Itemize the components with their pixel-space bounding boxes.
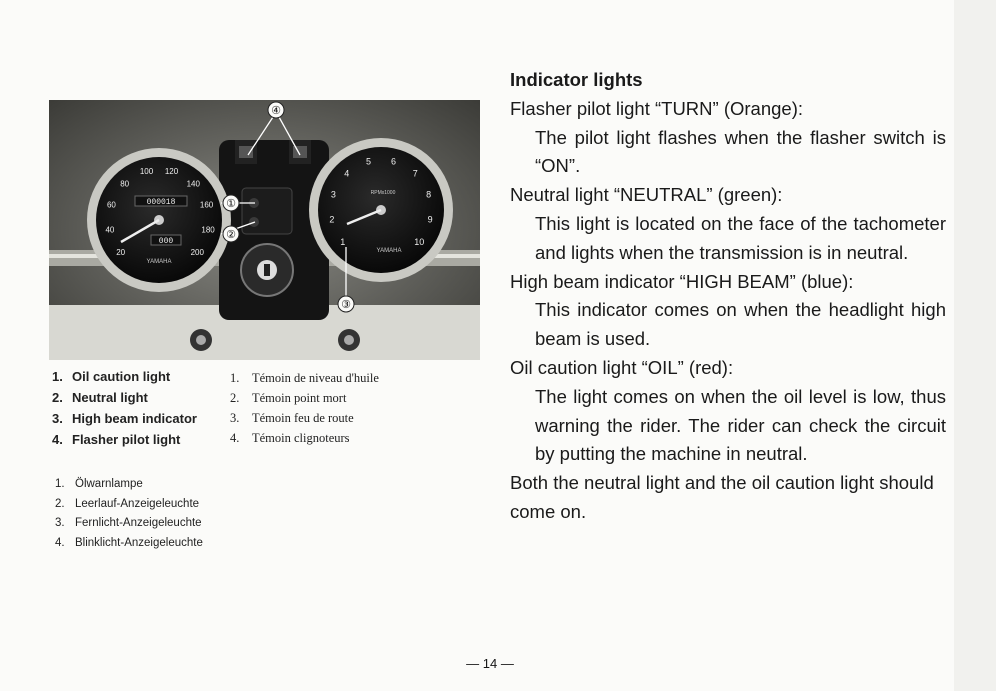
svg-text:③: ③ xyxy=(341,299,351,311)
item-number: 2. xyxy=(52,390,63,405)
item-text: Témoin de niveau d'huile xyxy=(252,371,379,385)
gauge-tick-label: 40 xyxy=(105,225,115,235)
item-number: 2. xyxy=(55,497,65,510)
legend-de-item xyxy=(55,475,295,495)
gauge-tick-label: 2 xyxy=(329,214,335,225)
legend-en-item xyxy=(52,408,227,429)
legend-de-item xyxy=(55,514,295,534)
oil-light-description: The light comes on when the oil level is low, thus warning the rider. The rider can check the circuit by putting the machine in neutral. xyxy=(535,385,946,465)
item-text: Blinklicht-Anzeigeleuchte xyxy=(75,536,203,549)
gauge-tick-label: 100 xyxy=(139,167,154,177)
item-text: Leerlauf-Anzeigeleuchte xyxy=(75,497,200,510)
speedometer-brand: YAMAHA xyxy=(146,259,172,265)
item-text: Témoin clignoteurs xyxy=(252,431,350,445)
oil-light-subheading: Oil caution light “OIL” (red): xyxy=(510,356,734,378)
tach-unit-label: RPMx1000 xyxy=(370,190,396,196)
callout-3 xyxy=(338,296,354,312)
trip-text: 000 xyxy=(158,237,174,246)
gauge-tick-label: 120 xyxy=(164,167,179,177)
legend-de-item xyxy=(55,534,295,554)
legend-french xyxy=(230,368,450,448)
item-number: 3. xyxy=(55,517,65,530)
section-heading: Indicator lights xyxy=(510,69,643,90)
item-text: Fernlicht-Anzeigeleuchte xyxy=(75,517,202,530)
item-text: Neutral light xyxy=(72,390,148,405)
gauge-tick-label: 140 xyxy=(186,179,200,189)
gauge-tick-label: 160 xyxy=(199,200,214,210)
legend-english xyxy=(52,366,227,450)
legend-fr-item xyxy=(230,408,450,428)
legend-german xyxy=(55,475,295,553)
gauge-tick-label: 5 xyxy=(365,156,372,167)
high-beam-subheading: High beam indicator “HIGH BEAM” (blue): xyxy=(510,270,854,292)
item-number: 4. xyxy=(55,536,65,549)
closing-paragraph: Both the neutral light and the oil caution light should come on. xyxy=(510,472,934,522)
gauge-tick-label: 10 xyxy=(414,237,425,248)
instrument-cluster-photo xyxy=(49,100,480,360)
callout-2 xyxy=(223,226,239,242)
item-number: 1. xyxy=(52,369,63,384)
turn-light-subheading: Flasher pilot light “TURN” (Orange): xyxy=(510,97,803,119)
gauge-tick-label: 60 xyxy=(106,200,116,210)
gauge-tick-label: 180 xyxy=(201,225,215,235)
page-edge-strip xyxy=(954,0,996,691)
item-number: 1. xyxy=(55,478,65,490)
gauge-tick-label: 20 xyxy=(116,247,126,257)
svg-text:②: ② xyxy=(226,229,236,241)
high-beam-description: This indicator comes on when the headlight high beam is used. xyxy=(535,299,946,350)
legend-en-item xyxy=(52,429,227,450)
gauge-tick-label: 200 xyxy=(190,247,204,257)
item-text: Flasher pilot light xyxy=(72,432,181,447)
gauge-tick-label: 4 xyxy=(344,168,350,179)
item-text: Témoin point mort xyxy=(252,391,347,405)
item-text: Oil caution light xyxy=(72,369,171,384)
gauge-tick-label: 1 xyxy=(340,237,346,248)
item-text: High beam indicator xyxy=(72,411,197,426)
callout-4 xyxy=(268,102,284,118)
gauge-tick-label: 7 xyxy=(412,168,418,179)
item-number: 4. xyxy=(230,431,240,445)
item-number: 4. xyxy=(52,432,63,447)
item-number: 2. xyxy=(230,391,240,405)
legend-fr-item xyxy=(230,368,450,388)
legend-de-item xyxy=(55,495,295,515)
neutral-light-subheading: Neutral light “NEUTRAL” (green): xyxy=(510,184,783,206)
item-text: Ölwarnlampe xyxy=(75,478,143,490)
item-number: 3. xyxy=(230,411,240,425)
indicator-lights-section xyxy=(510,66,946,527)
item-text: Témoin feu de route xyxy=(252,411,354,425)
legend-en-item xyxy=(52,366,227,387)
gauge-tick-label: 3 xyxy=(330,189,336,200)
legend-en-item xyxy=(52,387,227,408)
item-number: 1. xyxy=(230,371,240,385)
legend-fr-item xyxy=(230,428,450,448)
callout-1 xyxy=(223,195,239,211)
svg-text:①: ① xyxy=(226,198,236,210)
tachometer-brand: YAMAHA xyxy=(376,248,402,254)
odometer-text: 000018 xyxy=(146,198,176,207)
legend-fr-item xyxy=(230,388,450,408)
gauge-tick-label: 6 xyxy=(390,156,397,167)
item-number: 3. xyxy=(52,411,63,426)
turn-light-description: The pilot light flashes when the flasher switch is “ON”. xyxy=(535,126,946,177)
neutral-light-description: This light is located on the face of the tachometer and lights when the transmission is in neutral. xyxy=(535,212,946,263)
page-number: — 14 — xyxy=(466,656,514,671)
svg-text:④: ④ xyxy=(271,105,281,117)
gauge-tick-label: 80 xyxy=(120,179,130,189)
gauge-tick-label: 8 xyxy=(426,189,432,200)
gauge-tick-label: 9 xyxy=(427,214,433,225)
